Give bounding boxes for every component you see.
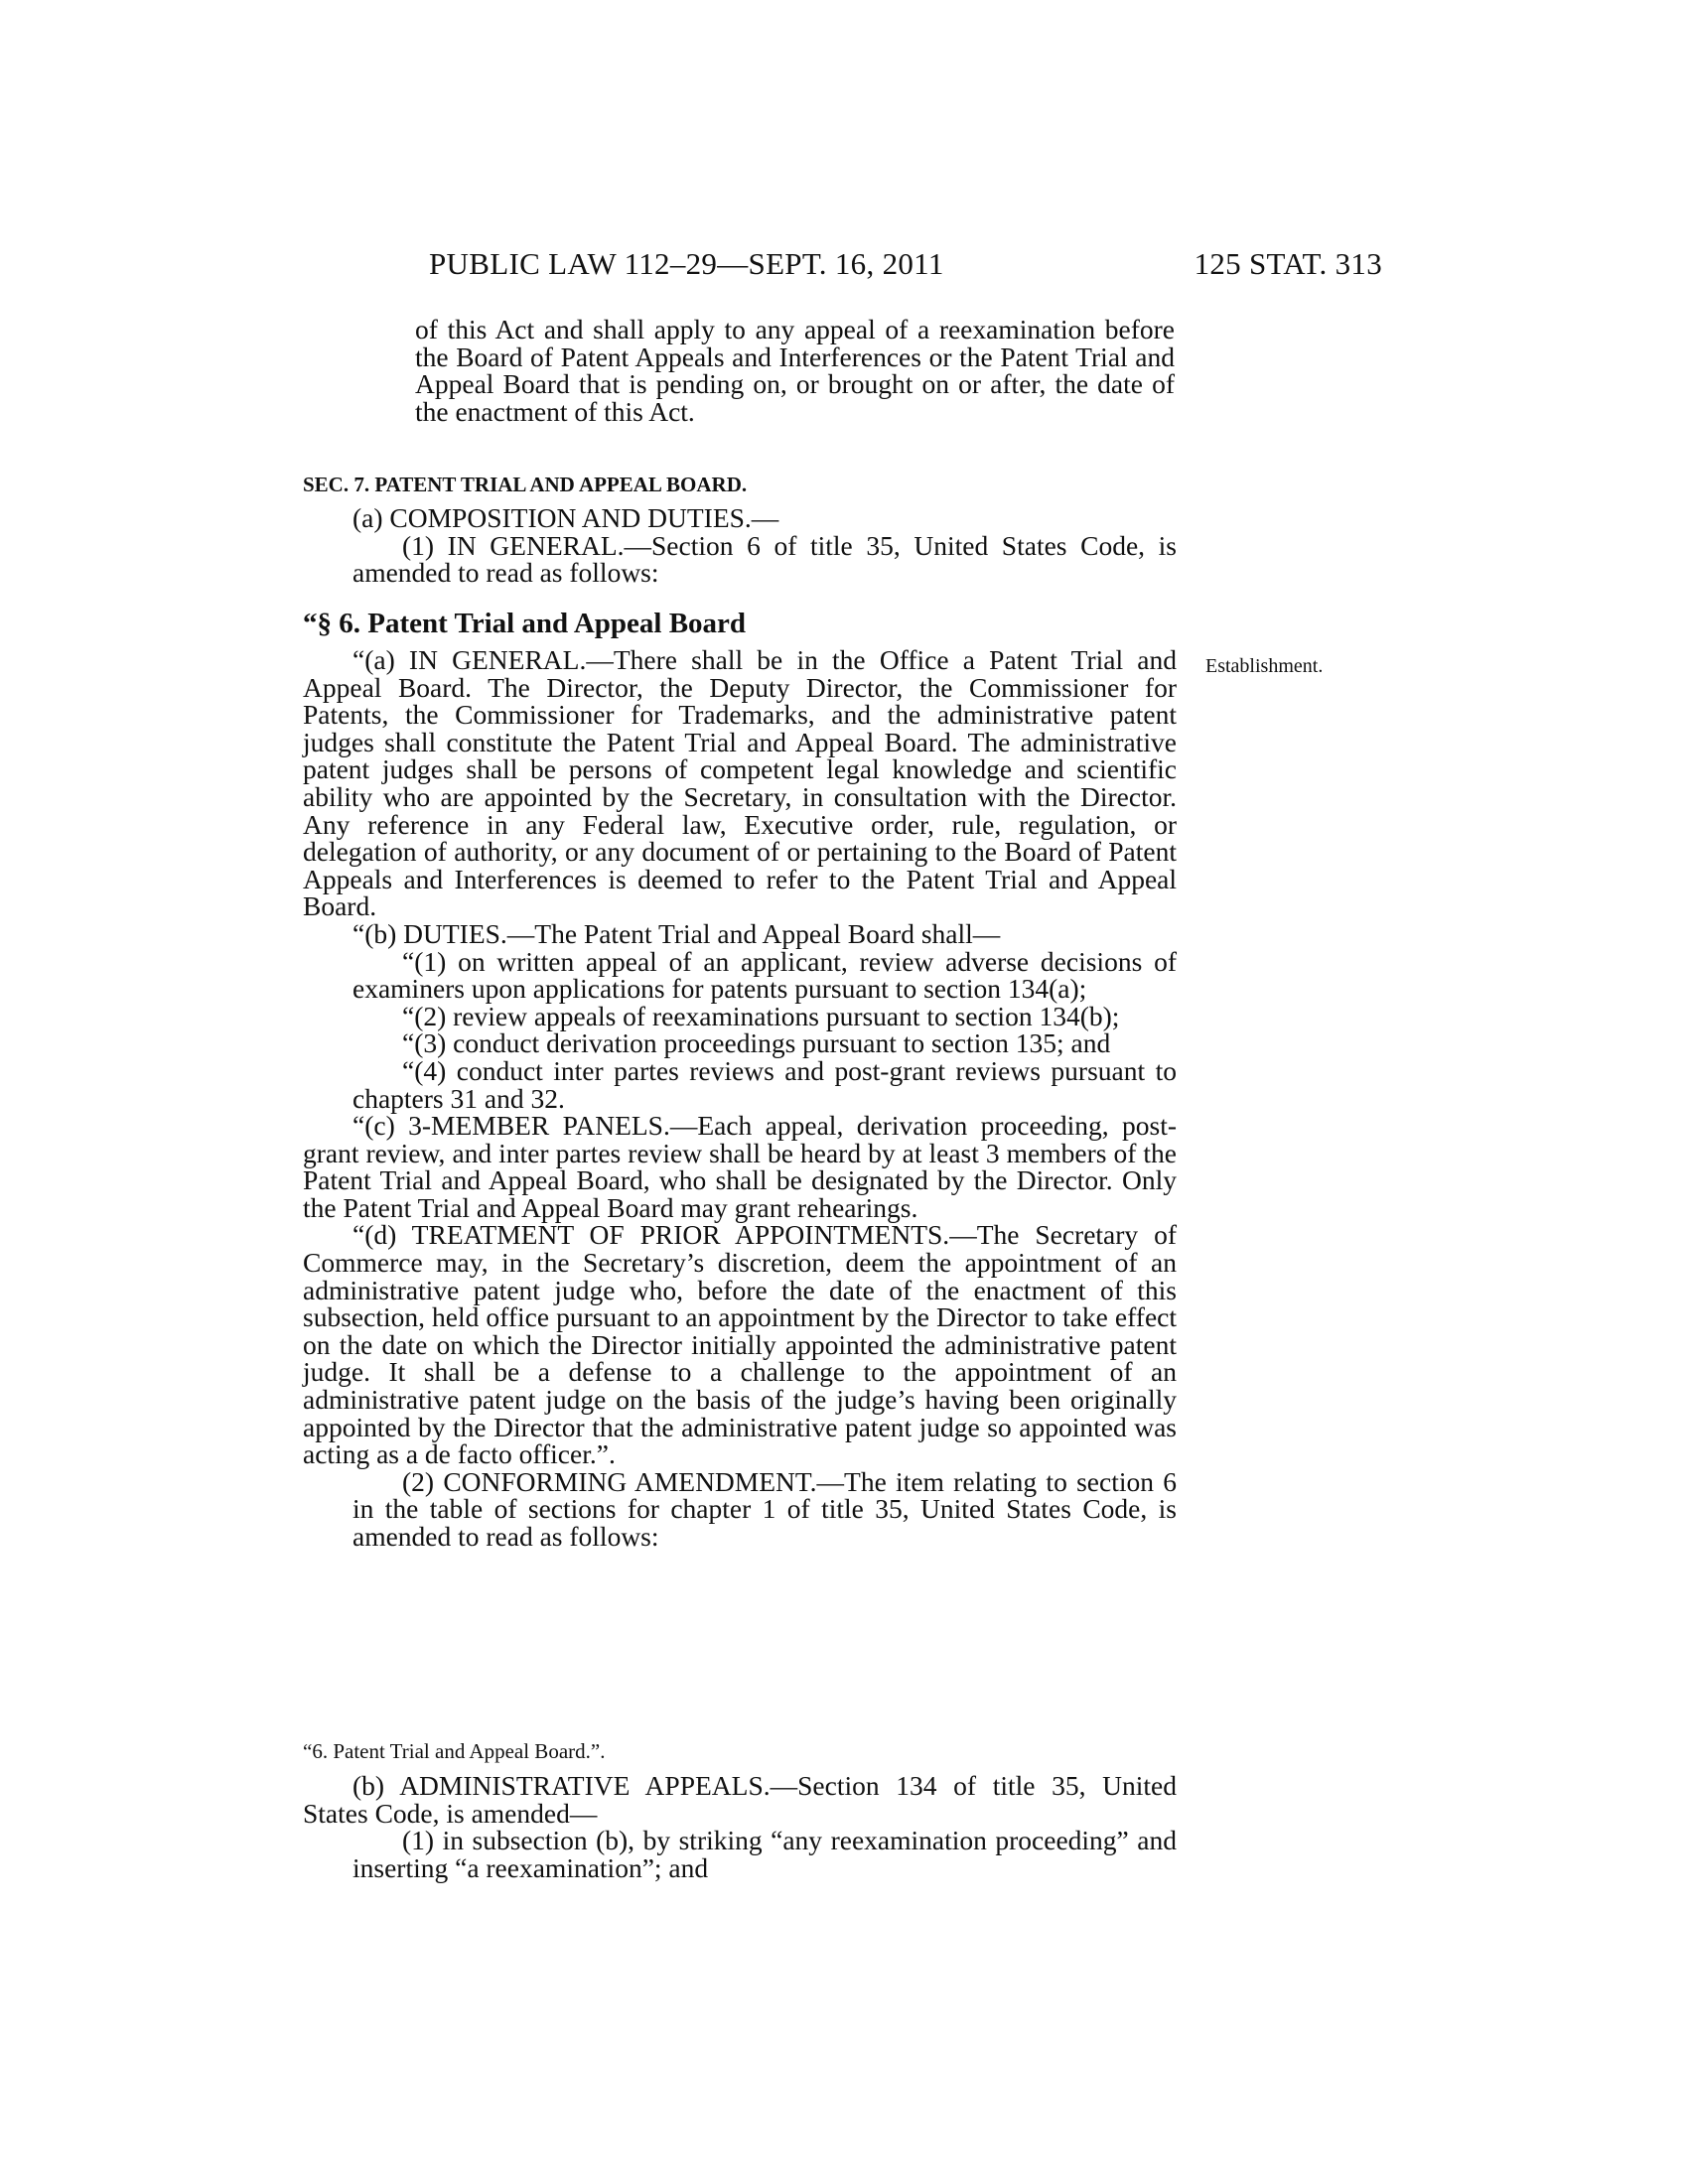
sec6-a-label: “(a) IN GENERAL.: [352, 644, 587, 675]
sec7-b-item-1: (1) in subsection (b), by striking “any reexamination proceeding” and inserting “a reexamination”; and: [352, 1825, 1177, 1883]
sec6-a-text: —There shall be in the Office a Patent Trial and Appeal Board. The Director, the Deputy Director, the Commissioner for Patents, the Commissioner for Trademarks, and the administrative patent judges shall constitute the Patent Trial and Appeal Board. The administrative patent judges shall be persons of competent legal knowledge and scientific ability who are appointed by the Secretary, in consultation with the Director. Any reference in any Federal law, Executive order, rule, regulation, or delegation of authority, or any document of or pertaining to the Board of Patent Appeals and Interferences is deemed to refer to the Patent Trial and Appeal Board.: [303, 644, 1178, 922]
carryover-paragraph: [415, 316, 1175, 425]
sec6-d-label: “(d) TREATMENT OF PRIOR APPOINTMENTS.: [352, 1219, 950, 1251]
sec7-subsection-b: [303, 1772, 1177, 1881]
conforming-label: (2) CONFORMING AMENDMENT.: [402, 1465, 817, 1497]
sec7-a1-text: —Section 6 of title 35, United States Code, is amended to read as follows:: [352, 529, 1177, 589]
sec6-subsection-c: [303, 1112, 1177, 1221]
sec7-b-label: (b) ADMINISTRATIVE APPEALS.: [352, 1770, 771, 1801]
sec6-subsection-b: [303, 917, 1177, 949]
header-stat-page: 125 STAT. 313: [1194, 246, 1382, 281]
sec7-a1-label: (1) IN GENERAL.: [402, 529, 625, 561]
section-6-heading: “§ 6. Patent Trial and Appeal Board: [303, 608, 747, 639]
sec7-b-text: —Section 134 of title 35, United States Code, is amended—: [303, 1770, 1177, 1829]
sec6-c-text: —Each appeal, derivation proceeding, post-grant review, and inter partes review shall be heard by at least 3 members of the Patent Trial and Appeal Board, who shall be designated by the Director. Only the Patent Trial and Appeal Board may grant rehearings.: [303, 1110, 1177, 1223]
conforming-amendment: [352, 1465, 1177, 1552]
sec6-c-label: “(c) 3-MEMBER PANELS.: [352, 1110, 670, 1142]
sec7-subsection-a: [303, 504, 1177, 587]
sec6-b-text: —The Patent Trial and Appeal Board shall—: [506, 917, 1001, 949]
table-of-sections-item: “6. Patent Trial and Appeal Board.”.: [303, 1739, 606, 1763]
sec6-subsection-d: [303, 1219, 1177, 1470]
sec6-b-item-2: “(2) review appeals of reexaminations pursuant to section 134(b);: [402, 1000, 1120, 1031]
header-public-law: PUBLIC LAW 112–29—SEPT. 16, 2011: [429, 246, 944, 281]
sec7-b-items: [352, 1827, 1177, 1881]
carryover-text: of this Act and shall apply to any appeal of a reexamination before the Board of Patent Appeals and Interferences or the Patent Trial and Appeal Board that is pending on, or brought on or after, the date of the enactment of this Act.: [415, 314, 1175, 427]
sec6-b-item-3: “(3) conduct derivation proceedings pursuant to section 135; and: [402, 1027, 1111, 1059]
sec6-d-text: —The Secretary of Commerce may, in the Secretary’s discretion, deem the appointment of an administrative patent judge who, before the date of the enactment of this subsection, held office pursuant to an appointment by the Director to take effect on the date on which the Director initially appointed the administrative patent judge. It shall be a defense to a challenge to the appointment of an administrative patent judge on the basis of the judge’s having been originally appointed by the Director that the administrative patent judge so appointed was acting as a de facto officer.”.: [303, 1219, 1177, 1470]
conforming-text: —The item relating to section 6 in the table of sections for chapter 1 of title 35, United States Code, is amended to read as follows:: [352, 1465, 1177, 1552]
sec7-a1: [352, 529, 1177, 589]
sec6-b-item-1: “(1) on written appeal of an applicant, review adverse decisions of examiners upon applications for patents pursuant to section 134(a);: [352, 945, 1177, 1005]
sec6-b-item-4: “(4) conduct inter partes reviews and post-grant reviews pursuant to chapters 31 and 32.: [352, 1054, 1177, 1114]
sec6-b-label: “(b) DUTIES.: [352, 917, 507, 949]
section-6-body: [303, 646, 1177, 1551]
section-heading: SEC. 7. PATENT TRIAL AND APPEAL BOARD.: [303, 473, 748, 496]
sec6-subsection-a: [303, 646, 1177, 920]
margin-note: Establishment.: [1205, 655, 1324, 677]
sec7-a-label: (a) COMPOSITION AND DUTIES.—: [352, 502, 779, 533]
sec6-b-items: [352, 945, 1177, 1114]
running-header: [429, 246, 1382, 286]
